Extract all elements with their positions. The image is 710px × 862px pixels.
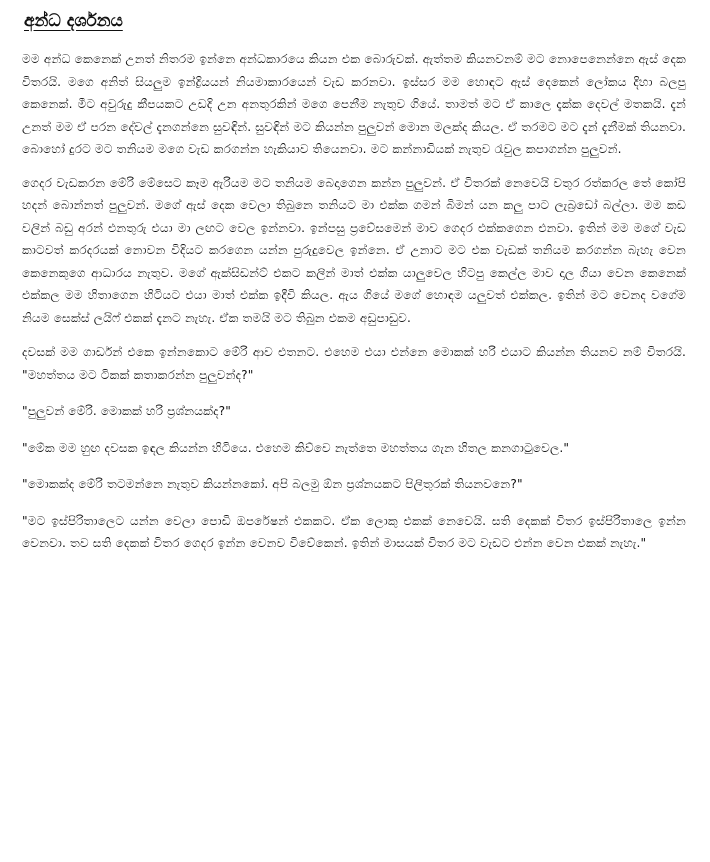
paragraph: "මට ඉස්පිරිතාලෙට යන්න වෙලා පොඩි ඔපරේෂන් එකකට. ඒක ලොකු එකක් නෙවෙයි. සති දෙකක් විතර ඉස්පිරිතාලෙ ඉන්න වෙනවා. තව සති දෙකක් විතර ගෙදර ඉන්න වෙනව විවේකෙන්. ඉතින් මාසයක් විතර මට වැඩට එන්න වෙන එකක් නැහැ."	[22, 513, 686, 550]
paragraph: ගෙදර වැඩකරන මේරි මේසෙට කෑම ඇරියම මට තනියම බෙදාගෙන කන්න පුලුවන්. ඒ විතරක් නෙවෙයි වතුර රත්කරල තේ කෝපි හදන් බොන්නත් පුලුවන්. මගේ ඇස් දෙක වෙලා තිබුනෙ තනියට මා එක්ක ගමන් බිමන් යන කලු පාට ලැබ්‍රඩෝ බල්ලා. මම කඩ වලින් බඩු අරන් එනතුරු එයා මා ලඟට වෙල ඉන්නවා. ඉන්පසු ප්‍රවේසමෙන් මාව ගෙදර එක්කගෙන එනවා. ඉතින් මම මගේ වැඩ කාටවත් කරදරයක් නොවන විදියට කරගෙන යන්න පුරුදුවෙල ඉන්නෙ. ඒ උනාට මට එක වැඩක් තනියම කරගන්න බැහැ වෙන කෙනෙකුගෙ ආධාරය නැතුව. මගේ ඇක්සිඩන්ට් එකට කලින් මාත් එක්ක යාලුවෙල හිටපු කෙල්ල මාව දාල ගියා වෙන කෙනෙක් එක්කල මම හිතාගෙන හිටියට එයා මාත් එක්ක ඉදීවි කියල. ඇය ගියේ මගේ හොඳම යලුවත් එක්කල. ඉතින් මට වෙනද වගේම නියම සෙක්ස් ලයිෆ් එකක් දැනට නැහැ. ඒක තමයි මට තිබුන එකම අඩුපාඩුව.	[22, 175, 686, 325]
paragraph: දවසක් මම ගාර්ඩන් එකෙ ඉන්නකොට මේරි ආව එතනට. එහෙම එයා එන්නෙ මොකක් හරි එයාට කියන්න තියනව නම් විතරයි. "මහත්තය මට ටිකක් කතාකරන්න පුලුවන්ද?"	[22, 345, 686, 382]
paragraph: "පුලුවන් මේරි. මොකක් හරි ප්‍රශ්නයක්ද?"	[22, 404, 231, 418]
story-body	[22, 48, 686, 555]
page-title: අන්ධ දර්ශනය	[24, 11, 123, 31]
paragraph: "මේක මම හුඟ දවසක ඉඳල කියන්න හිටියෙ. එහෙම කිව්වෙ නැත්තෙ මහත්තය ගැන හිතල කනගාටුවෙල."	[22, 440, 570, 455]
paragraph: මම අන්ධ කෙනෙක් උනත් නිතරම ඉන්නෙ අන්ධකාරයෙ කියන එක බොරුවක්. ඇත්තම කියනවනම් මට නොපෙනෙන්නෙ ඇස් දෙක විතරයි. මගෙ අනිත් සියලුම ඉන්ද්‍රියයන් නියමාකාරයෙන් වැඩ කරනවා. ඉස්සර මම හොඳට ඇස් දෙකෙන් ලෝකය දිහා බලපු කෙනෙක්. මීට අවුරුදු කීපයකට උඩදි උන අනතුරකින් මගෙ පෙනීම නැතුව ගියේ. තාමත් මට ඒ කාලෙ දැක්ක දෙවල් මතකයි. දැන් උනත් මම ඒ පරන දේවල් දැනගන්නෙ සුවඳින්. සුවඳින් මට කියන්න පුලුවන් මොන මලක්ද කියල. ඒ තරමට මට දැන් දැනීමක් තියනවා. බොහෝ දුරට මට තනියම මගෙ වැඩ කරගන්න හැකියාව තියෙනවා. මට කන්නාඩියක් නැතුව රැවුල කපාගන්න පුලුවන්.	[22, 52, 686, 156]
paragraph: "මොකක්ද මේරි තටමන්නෙ නැතුව කියන්නකෝ. අපි බලමු ඕන ප්‍රශ්නයකට පිලිතුරක් තියනවනෙ?"	[22, 477, 523, 491]
